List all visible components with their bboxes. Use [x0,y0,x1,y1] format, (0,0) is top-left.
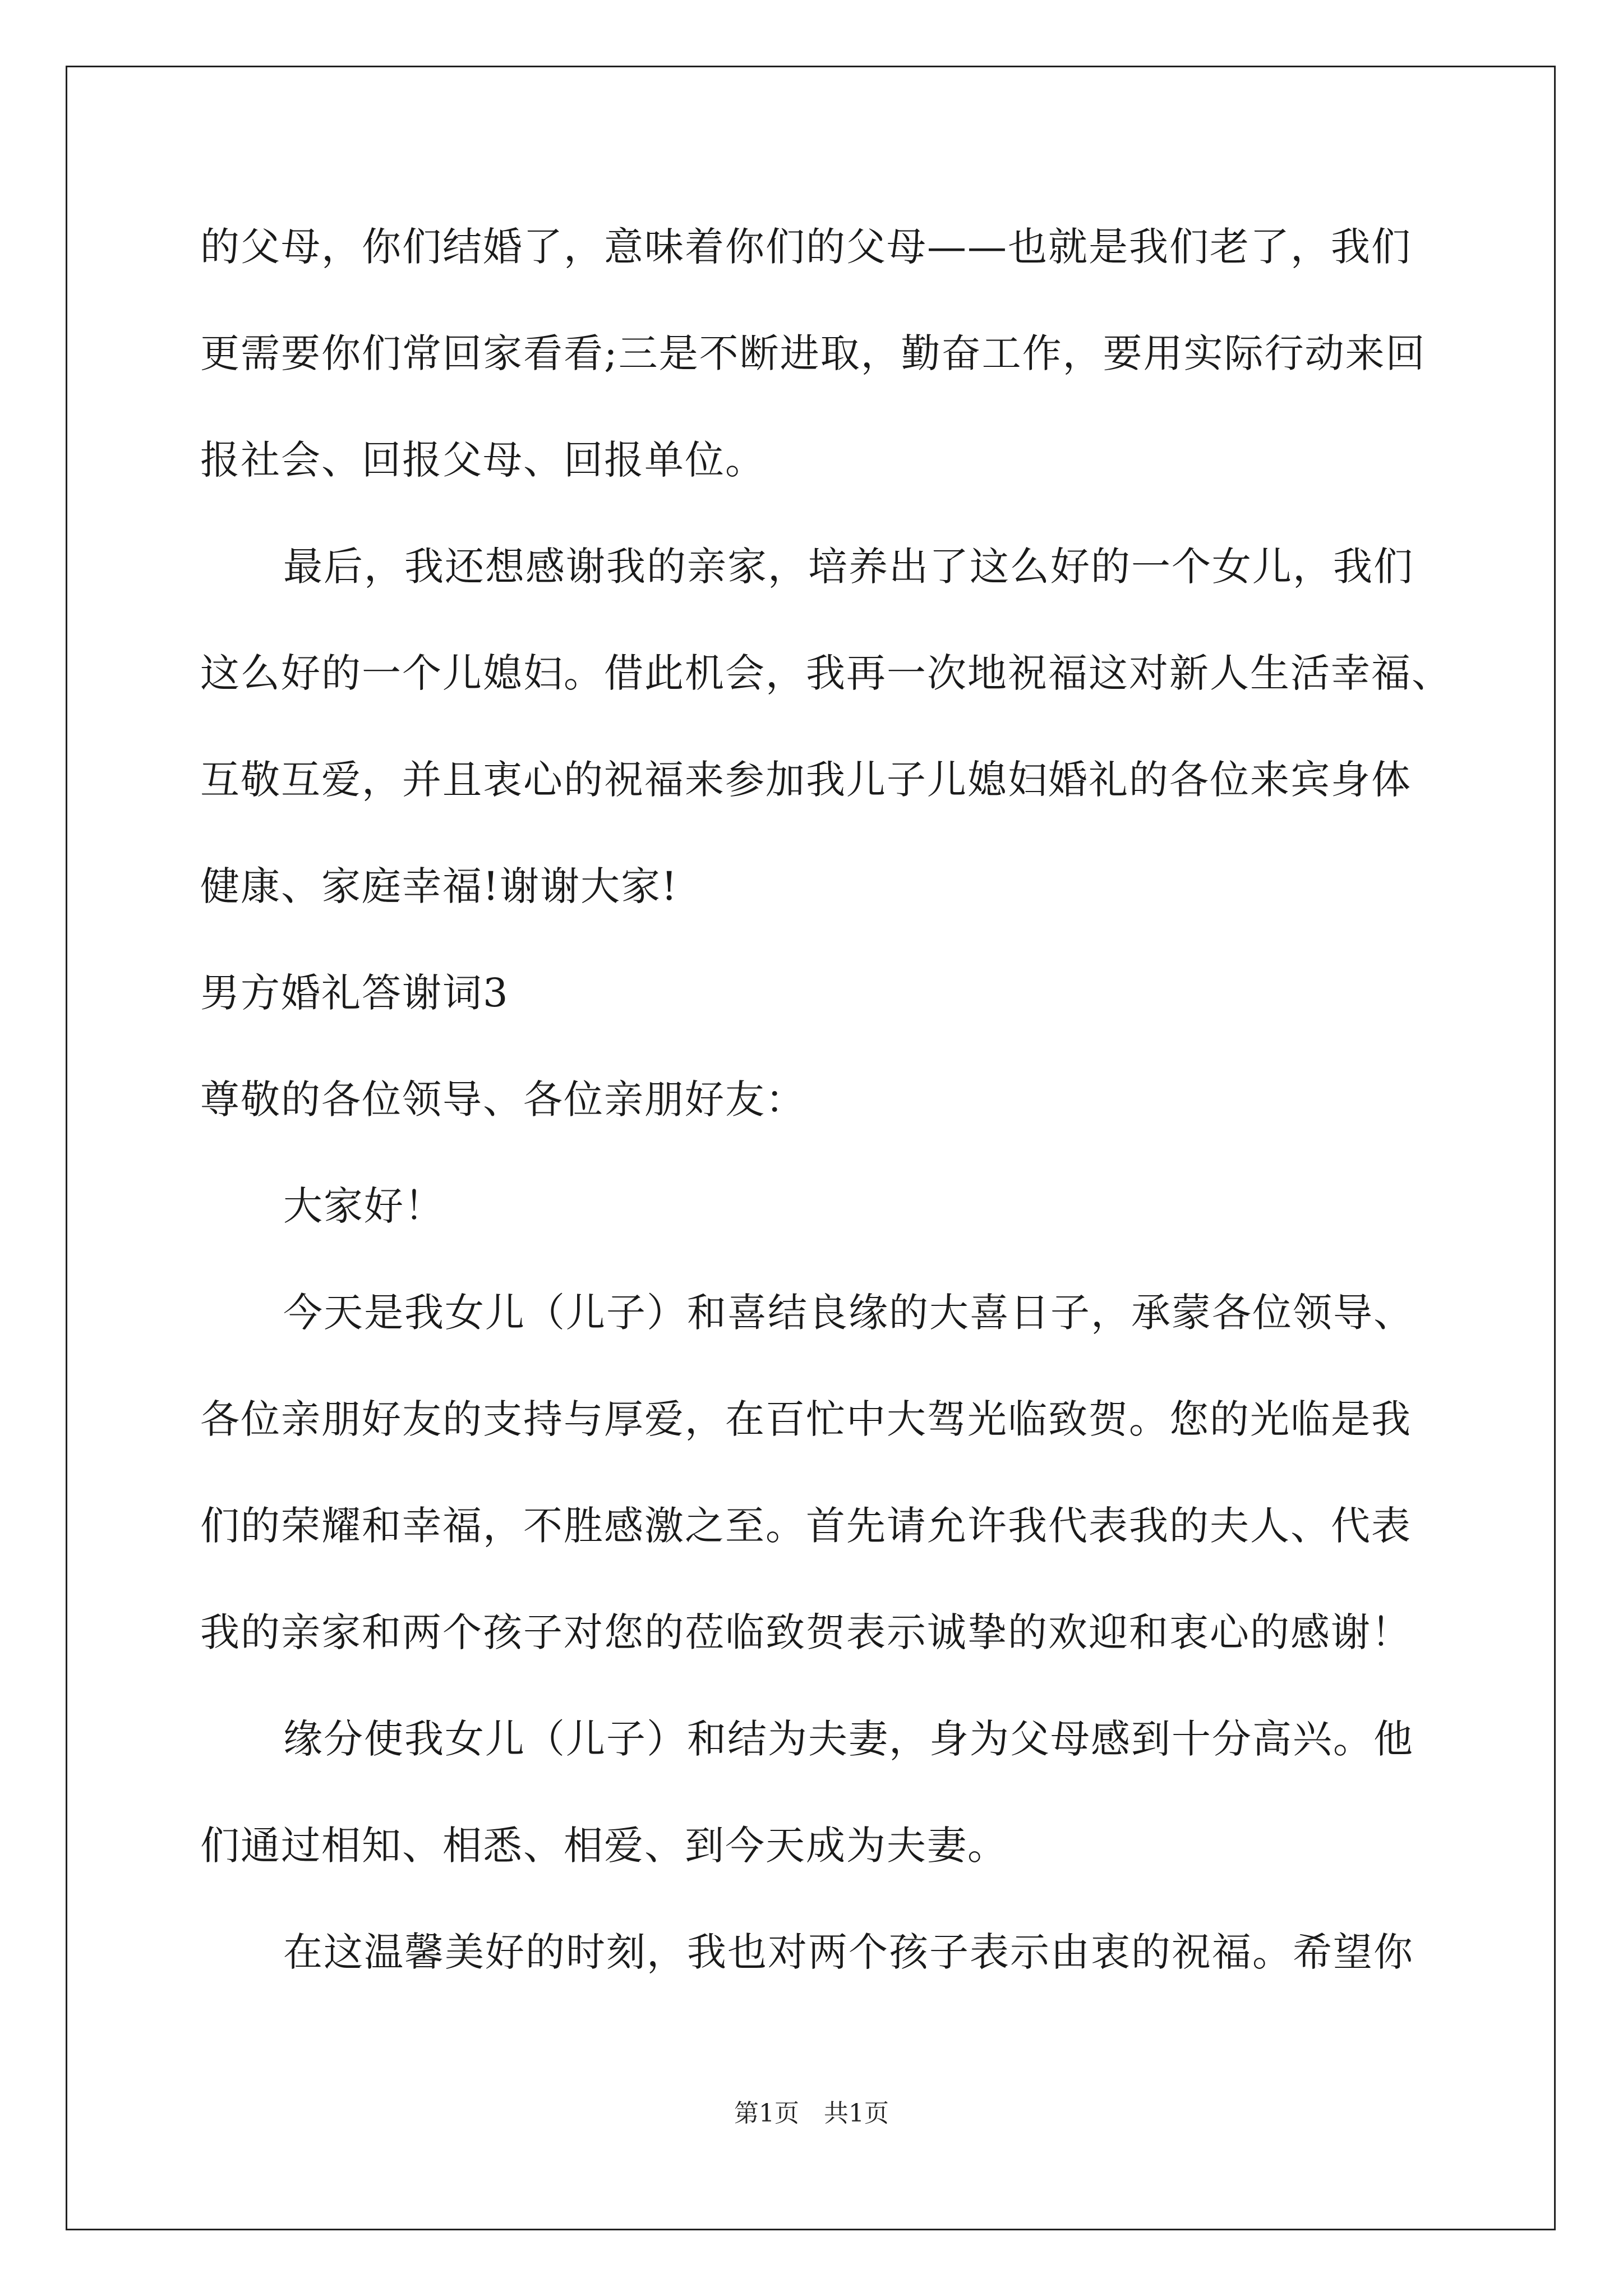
paragraph-line: 我的亲家和两个孩子对您的莅临致贺表示诚挚的欢迎和衷心的感谢！ [200,1609,1412,1655]
paragraph-line: 更需要你们常回家看看;三是不断进取，勤奋工作，要用实际行动来回 [200,330,1426,376]
paragraph-line: 健康、家庭幸福!谢谢大家! [200,863,679,909]
paragraph-line: 在这温馨美好的时刻，我也对两个孩子表示由衷的祝福。希望你 [283,1929,1414,1975]
greeting: 大家好！ [283,1183,445,1229]
page-number-footer: 第1页 共1页 [734,2099,889,2128]
paragraph-line: 们的荣耀和幸福，不胜感激之至。首先请允许我代表我的夫人、代表 [200,1503,1412,1549]
paragraph-line: 们通过相知、相悉、相爱、到今天成为夫妻。 [200,1823,1008,1869]
page-border [66,66,1556,2230]
paragraph-line: 各位亲朋好友的支持与厚爱，在百忙中大驾光临致贺。您的光临是我 [200,1396,1412,1442]
paragraph-line: 最后，我还想感谢我的亲家，培养出了这么好的一个女儿，我们 [283,544,1414,590]
paragraph-line: 这么好的一个儿媳妇。借此机会，我再一次地祝福这对新人生活幸福、 [200,650,1452,696]
paragraph-line: 缘分使我女儿（儿子）和结为夫妻，身为父母感到十分高兴。他 [283,1716,1414,1762]
paragraph-line: 互敬互爱，并且衷心的祝福来参加我儿子儿媳妇婚礼的各位来宾身体 [200,757,1412,803]
paragraph-line: 报社会、回报父母、回报单位。 [200,437,766,483]
section-heading: 男方婚礼答谢词3 [200,970,509,1016]
salutation: 尊敬的各位领导、各位亲朋好友： [200,1076,806,1122]
paragraph-line: 的父母，你们结婚了，意味着你们的父母——也就是我们老了，我们 [200,224,1412,270]
paragraph-line: 今天是我女儿（儿子）和喜结良缘的大喜日子，承蒙各位领导、 [283,1290,1414,1336]
